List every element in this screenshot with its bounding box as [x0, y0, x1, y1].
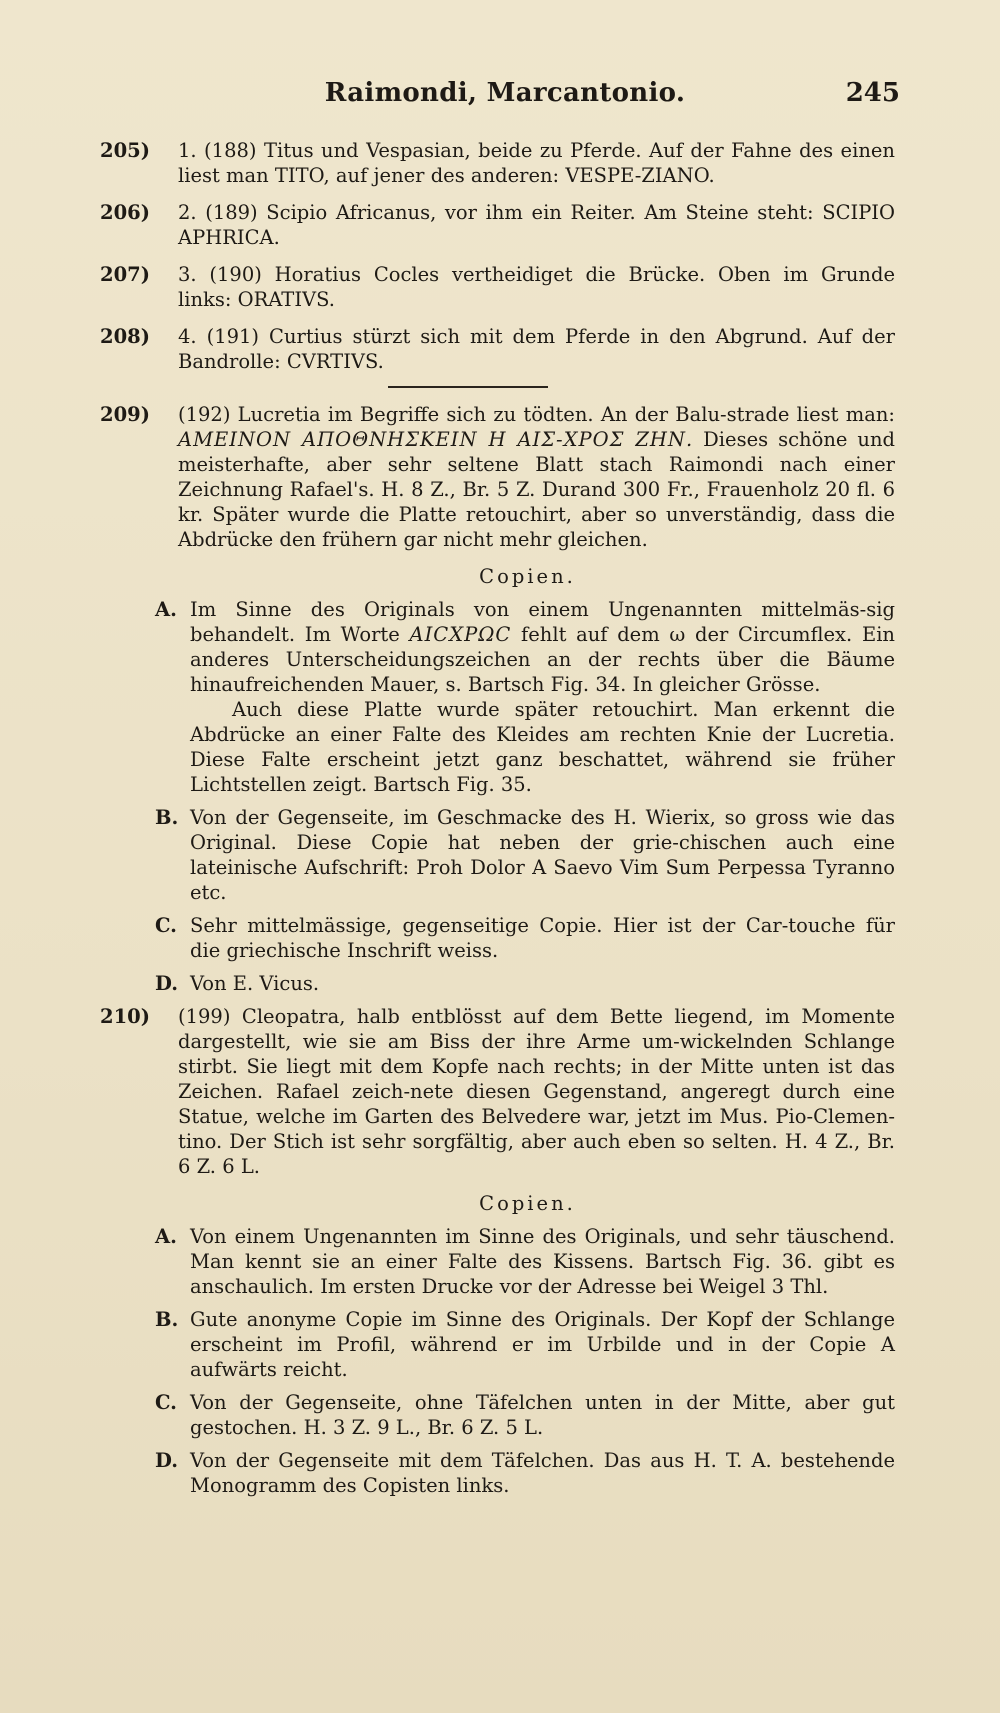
entry-210 — [100, 1004, 895, 1179]
entry-207 — [100, 262, 895, 312]
copy-text: Von der Gegenseite, im Geschmacke des H. Wierix, so gross wie das Original. Diese Copie hat neben der grie-chischen auch eine lateinische Aufschrift: Proh Dolor A Saevo Vim Sum Perpessa Tyranno etc. — [190, 806, 895, 904]
entry-208 — [100, 324, 895, 374]
entry-number: 207) — [100, 263, 150, 286]
entry-text: 3. (190) Horatius Cocles vertheidiget die Brücke. Oben im Grunde links: ORATIVS. — [178, 263, 895, 311]
entry-text: (199) Cleopatra, halb entblösst auf dem Bette liegend, im Momente dargestellt, wie sie am Biss der ihre Arme um-wickelnden Schlange stirbt. Sie liegt mit dem Kopfe nach rechts; in der Mitte unten ist das Zeichen. Rafael zeich-nete diesen Gegenstand, angeregt durch eine Statue, welche im Garten des Belvedere war, jetzt im Mus. Pio-Clemen-tino. Der Stich ist sehr sorgfältig, aber auch eben so selten. H. 4 Z., Br. 6 Z. 6 L. — [178, 1005, 895, 1178]
copy-text-continued: Auch diese Platte wurde später retouchirt. Man erkennt die Abdrücke an einer Falte des Kleides am rechten Knie der Lucretia. Diese Falte erscheint jetzt ganz beschattet, während sie früher Lichtstellen zeigt. Bartsch Fig. 35. — [190, 698, 895, 796]
greek-inscription: ΑΜΕΙΝΟΝ ΑΠΟΘΝΗΣΚΕΙΝ Η ΑΙΣ-ΧΡΟΣ ΖΗΝ. — [178, 428, 694, 451]
entry-206 — [100, 200, 895, 250]
copy-item — [100, 805, 895, 905]
entry-number: 206) — [100, 201, 150, 224]
copy-item — [100, 597, 895, 797]
entry-number: 205) — [100, 139, 150, 162]
copy-letter: A. — [155, 598, 177, 621]
copy-text: Von der Gegenseite mit dem Täfelchen. Das aus H. T. A. bestehende Monogramm des Copisten links. — [190, 1449, 895, 1497]
page-number: 245 — [845, 78, 900, 108]
entry-205 — [100, 138, 895, 188]
copy-text: Von einem Ungenannten im Sinne des Originals, und sehr täuschend. Man kennt sie an einer Falte des Kissens. Bartsch Fig. 36. gibt es anschaulich. Im ersten Drucke vor der Adresse bei Weigel 3 Thl. — [190, 1225, 895, 1298]
copies-heading: Copien. — [479, 1192, 576, 1215]
copy-letter: D. — [155, 1449, 179, 1472]
entry-number: 208) — [100, 325, 150, 348]
entry-text-part: Dieses schöne und meisterhafte, aber sehr seltene Blatt stach Raimondi nach einer Zeichnung Rafael's. H. 8 Z., Br. 5 Z. Durand 300 Fr., Frauenholz 20 fl. 6 kr. Später wurde die Platte retouchirt, aber so unverständig, dass die Abdrücke den frühern gar nicht mehr gleichen. — [178, 428, 895, 551]
copy-letter: C. — [155, 1391, 177, 1414]
entry-text: 2. (189) Scipio Africanus, vor ihm ein Reiter. Am Steine steht: SCIPIO APHRICA. — [178, 201, 895, 249]
copy-letter: C. — [155, 914, 177, 937]
copy-item — [100, 971, 895, 996]
entry-text-part: (192) Lucretia im Begriffe sich zu tödten. An der Balu-strade liest man: — [178, 403, 895, 426]
entry-number: 210) — [100, 1005, 150, 1028]
copy-text: Von der Gegenseite, ohne Täfelchen unten in der Mitte, aber gut gestochen. H. 3 Z. 9 L., Br. 6 Z. 5 L. — [190, 1391, 895, 1439]
entry-number: 209) — [100, 403, 150, 426]
entry-209 — [100, 402, 895, 552]
greek-word: ΑΙСΧΡΩС — [409, 623, 512, 646]
copy-letter: B. — [155, 806, 179, 829]
copy-letter: B. — [155, 1308, 179, 1331]
copy-text-part: Im Sinne des Originals von einem Ungenannten mittelmäs-sig behandelt. Im Worte — [190, 598, 895, 646]
page-title: Raimondi, Marcantonio. — [324, 78, 686, 108]
copy-text — [190, 597, 895, 697]
entry-text: 4. (191) Curtius stürzt sich mit dem Pferde in den Abgrund. Auf der Bandrolle: CVRTIVS. — [178, 325, 895, 373]
copy-item — [100, 1307, 895, 1382]
entry-text: 1. (188) Titus und Vespasian, beide zu Pferde. Auf der Fahne des einen liest man TITO, auf jener des anderen: VESPE-ZIANO. — [178, 139, 895, 187]
page-body — [100, 138, 895, 1506]
copy-item — [100, 1390, 895, 1440]
running-header — [110, 78, 900, 118]
copies-heading: Copien. — [479, 565, 576, 588]
entry-text — [178, 402, 895, 552]
section-divider — [388, 386, 548, 388]
copy-text: Gute anonyme Copie im Sinne des Originals. Der Kopf der Schlange erscheint im Profil, während er im Urbilde und in der Copie A aufwärts reicht. — [190, 1308, 895, 1381]
copy-text: Von E. Vicus. — [190, 972, 320, 995]
copy-item — [100, 913, 895, 963]
copy-letter: A. — [155, 1225, 177, 1248]
copy-text-part: fehlt auf dem ω der Circumflex. Ein anderes Unterscheidungszeichen an der rechts über die Bäume hinaufreichenden Mauer, s. Bartsch Fig. 34. In gleicher Grösse. — [190, 623, 895, 696]
copy-letter: D. — [155, 972, 179, 995]
copy-text: Sehr mittelmässige, gegenseitige Copie. Hier ist der Car-touche für die griechische Inschrift weiss. — [190, 914, 895, 962]
copy-item — [100, 1224, 895, 1299]
copy-item — [100, 1448, 895, 1498]
